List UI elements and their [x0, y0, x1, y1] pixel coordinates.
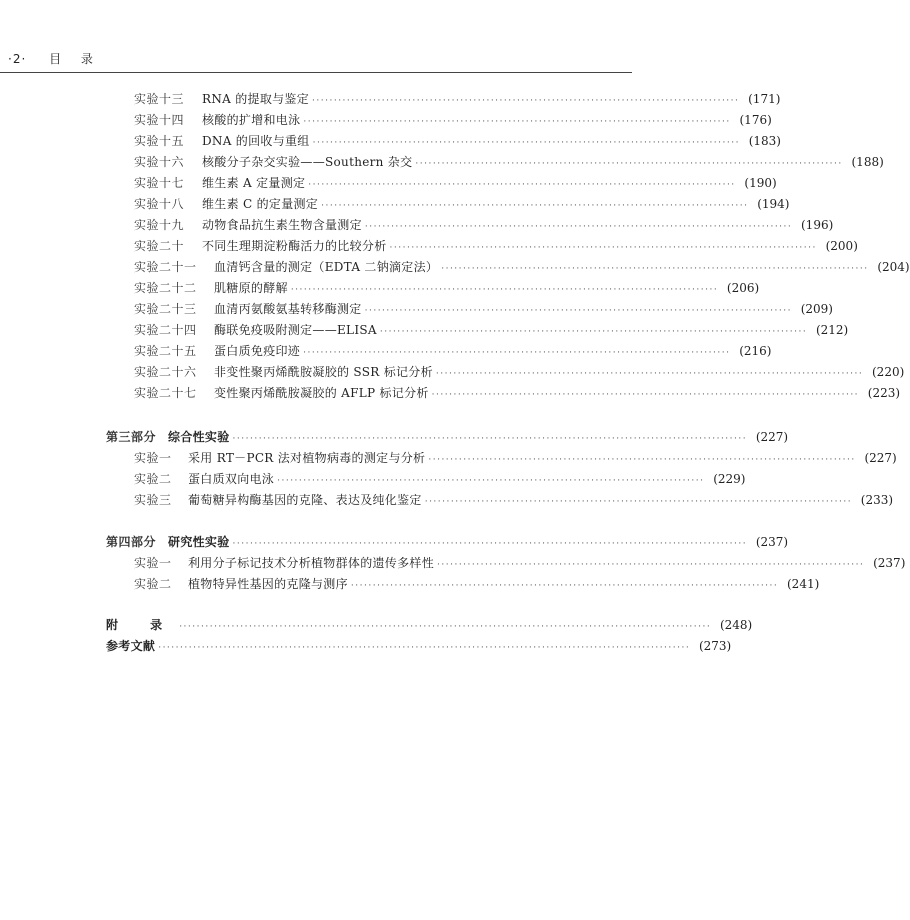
entry-page: (209)	[800, 302, 833, 316]
leader-dots: ··································································································	[437, 560, 865, 570]
entry-number: 实验十四	[134, 113, 185, 127]
leader-dots: ··································································································	[389, 243, 817, 253]
leader-dots: ··································································································	[364, 222, 793, 232]
entry-title: 肌糖原的酵解	[214, 281, 288, 295]
entry-title: 非变性聚丙烯酰胺凝胶的 SSR 标记分析	[214, 365, 433, 379]
entry-number: 实验三	[134, 493, 172, 507]
references-entry[interactable]	[106, 637, 732, 657]
toc-entry[interactable]	[134, 491, 894, 511]
entry-number: 实验十三	[134, 92, 185, 106]
toc-entry[interactable]	[134, 279, 760, 299]
toc-entry[interactable]	[134, 363, 905, 383]
entry-number: 实验十五	[134, 134, 185, 148]
entry-page: (206)	[726, 281, 760, 295]
entry-number: 实验二	[134, 577, 172, 591]
leader-dots: ··································································································	[435, 369, 864, 379]
entry-page: (237)	[873, 556, 906, 570]
part-label: 第三部分	[106, 430, 157, 444]
running-header	[8, 50, 632, 67]
toc-entry[interactable]	[134, 90, 781, 110]
leader-dots: ··································································································	[441, 264, 869, 274]
entry-page: (171)	[748, 92, 781, 106]
entry-number: 实验一	[134, 556, 172, 570]
leader-dots: ··································································································	[277, 476, 705, 486]
entry-title: 不同生理期淀粉酶活力的比较分析	[202, 239, 387, 253]
entry-number: 实验二十七	[134, 386, 197, 400]
entry-title: 维生素 A 定量测定	[202, 176, 306, 190]
entry-page: (188)	[851, 155, 884, 169]
entry-page: (241)	[787, 577, 820, 591]
entry-number: 实验二十三	[134, 302, 197, 316]
entry-number: 实验二十六	[134, 365, 197, 379]
entry-number: 实验十七	[134, 176, 185, 190]
part-page: (227)	[755, 430, 789, 444]
entry-page: (194)	[757, 197, 790, 211]
entry-page: (176)	[739, 113, 772, 127]
entry-page: (227)	[864, 451, 897, 465]
entry-title: 血清丙氨酸氨基转移酶测定	[214, 302, 362, 316]
toc-entry[interactable]	[134, 449, 897, 469]
entry-title: 核酸分子杂交实验——Southern 杂交	[202, 155, 413, 169]
toc-entry[interactable]	[134, 258, 910, 278]
entry-title: 蛋白质双向电泳	[188, 472, 275, 486]
part-page: (237)	[755, 535, 789, 549]
entry-number: 实验二	[134, 472, 172, 486]
entry-title: 维生素 C 的定量测定	[202, 197, 319, 211]
leader-dots: ··································································································	[424, 497, 853, 507]
part-label: 第四部分	[106, 535, 157, 549]
leader-dots: ··································································································	[428, 455, 856, 465]
entry-page: (233)	[860, 493, 894, 507]
entry-page: (216)	[739, 344, 772, 358]
leader-dots: ··································································································	[312, 96, 740, 106]
appendix-page: (248)	[719, 618, 753, 632]
entry-number: 实验十九	[134, 218, 185, 232]
entry-page: (212)	[815, 323, 849, 337]
leader-dots: ··································································································	[303, 117, 731, 127]
entry-page: (183)	[748, 134, 781, 148]
toc-entry[interactable]	[134, 300, 833, 320]
part-heading[interactable]	[106, 533, 789, 553]
leader-dots: ··························································································································	[179, 622, 712, 632]
toc-entry[interactable]	[134, 554, 906, 574]
leader-dots: ······················································································································	[232, 539, 748, 549]
entry-page: (190)	[744, 176, 777, 190]
page-number: ·2·	[8, 52, 27, 66]
appendix-title: 附 录	[106, 618, 177, 632]
entry-number: 实验二十四	[134, 323, 197, 337]
toc-entry[interactable]	[134, 216, 834, 236]
leader-dots: ··································································································	[321, 201, 749, 211]
entry-title: RNA 的提取与鉴定	[202, 92, 310, 106]
entry-page: (200)	[825, 239, 858, 253]
entry-page: (223)	[867, 386, 901, 400]
toc-entry[interactable]	[134, 132, 781, 152]
entry-title: 核酸的扩增和电泳	[202, 113, 301, 127]
leader-dots: ··································································································	[308, 180, 736, 190]
leader-dots: ··································································································	[303, 348, 731, 358]
leader-dots: ··································································································	[312, 138, 740, 148]
entry-number: 实验二十	[134, 239, 185, 253]
leader-dots: ··································································································	[415, 159, 843, 169]
leader-dots: ··································································································	[290, 285, 719, 295]
toc-entry[interactable]	[134, 321, 849, 341]
toc-entry[interactable]	[134, 384, 901, 404]
part-title: 研究性实验	[168, 535, 230, 549]
entry-title: 变性聚丙烯酰胺凝胶的 AFLP 标记分析	[214, 386, 429, 400]
entry-title: 利用分子标记技术分析植物群体的遗传多样性	[188, 556, 435, 570]
leader-dots: ··························································································································	[158, 643, 691, 653]
entry-number: 实验二十二	[134, 281, 197, 295]
entry-page: (204)	[877, 260, 910, 274]
references-title: 参考文献	[106, 639, 156, 653]
toc-entry[interactable]	[134, 575, 820, 595]
part-heading[interactable]	[106, 428, 789, 448]
entry-number: 实验二十一	[134, 260, 197, 274]
toc-entry[interactable]	[134, 195, 790, 215]
entry-page: (196)	[801, 218, 834, 232]
entry-title: 植物特异性基因的克隆与测序	[188, 577, 348, 591]
toc-entry[interactable]	[134, 111, 772, 131]
toc-entry[interactable]	[134, 470, 746, 490]
leader-dots: ··································································································	[379, 327, 808, 337]
toc-entry[interactable]	[134, 153, 884, 173]
appendix-entry[interactable]	[106, 616, 753, 636]
header-title: 目 录	[49, 52, 101, 66]
header-rule	[0, 72, 632, 73]
toc-entry[interactable]	[134, 342, 772, 362]
part-title: 综合性实验	[168, 430, 230, 444]
leader-dots: ······················································································································	[232, 434, 748, 444]
leader-dots: ··································································································	[350, 581, 779, 591]
entry-title: 动物食品抗生素生物含量测定	[202, 218, 362, 232]
leader-dots: ··································································································	[431, 390, 860, 400]
toc-entry[interactable]	[134, 237, 858, 257]
references-page: (273)	[698, 639, 732, 653]
entry-number: 实验十八	[134, 197, 185, 211]
entry-title: 血清钙含量的测定（EDTA 二钠滴定法）	[214, 260, 439, 274]
entry-page: (220)	[872, 365, 905, 379]
entry-title: DNA 的回收与重组	[202, 134, 310, 148]
toc-entry[interactable]	[134, 174, 777, 194]
entry-number: 实验二十五	[134, 344, 197, 358]
entry-number: 实验十六	[134, 155, 185, 169]
leader-dots: ··································································································	[364, 306, 792, 316]
entry-title: 葡萄糖异构酶基因的克隆、表达及纯化鉴定	[188, 493, 422, 507]
entry-number: 实验一	[134, 451, 172, 465]
entry-title: 采用 RT－PCR 法对植物病毒的测定与分析	[188, 451, 426, 465]
entry-title: 酶联免疫吸附测定——ELISA	[214, 323, 377, 337]
entry-page: (229)	[713, 472, 746, 486]
entry-title: 蛋白质免疫印迹	[214, 344, 301, 358]
